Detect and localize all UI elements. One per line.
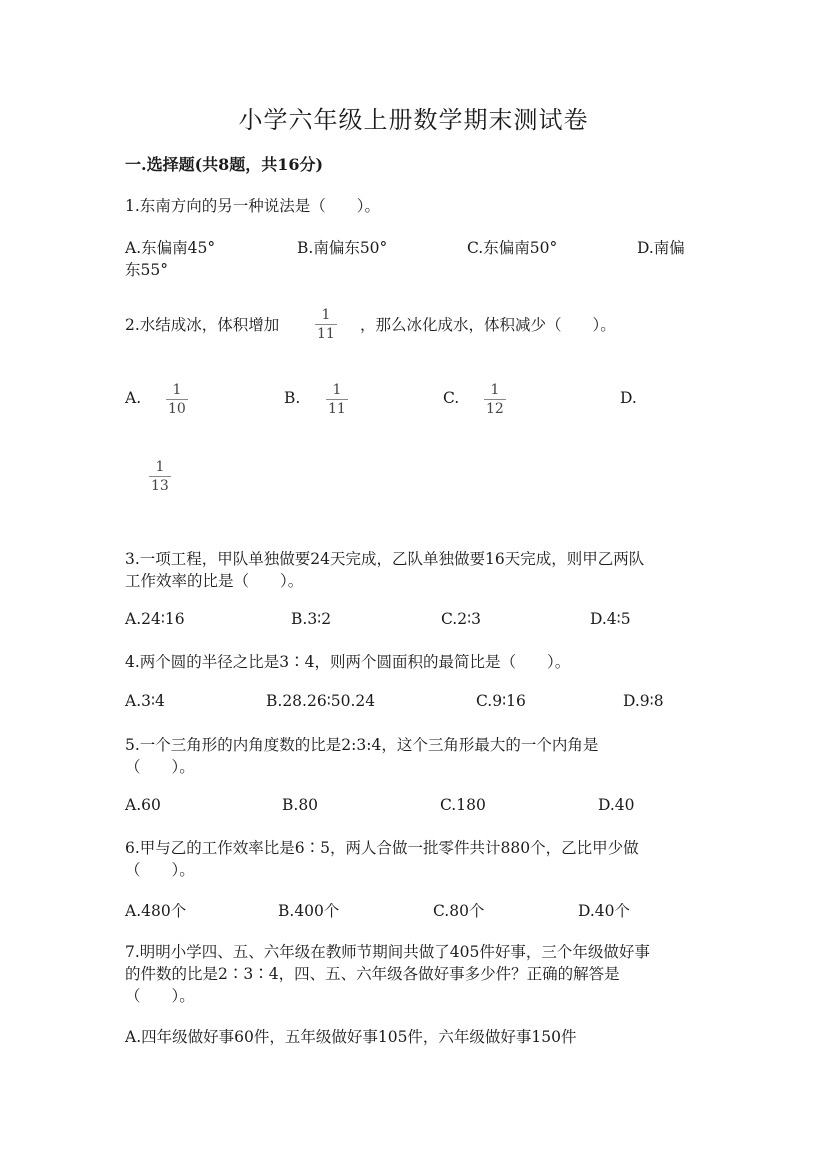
question-2-option-a-fraction: 1 10 (168, 382, 186, 417)
question-6-option-c: C.80个 (433, 902, 485, 920)
question-3-option-d: D.4∶5 (590, 610, 631, 628)
question-5-stem-line-2: （ ）。 (125, 758, 195, 776)
question-7-stem-line-2: 的件数的比是2∶3∶4，四、五、六年级各做好事多少件？正确的解答是 (125, 965, 620, 983)
question-2-option-b-fraction: 1 11 (328, 382, 346, 417)
question-2-stem-start: 2.水结成冰，体积增加 (125, 316, 280, 334)
question-1-option-d-wrap: 东55° (125, 261, 168, 279)
question-5-option-c: C.180 (440, 796, 486, 814)
question-5-stem-line-1: 5.一个三角形的内角度数的比是2:3:4，这个三角形最大的一个内角是 (125, 736, 599, 754)
question-3-option-a: A.24∶16 (125, 610, 185, 628)
question-2-option-b-label: B. (284, 389, 301, 407)
question-4-option-b: B.28.26∶50.24 (266, 692, 376, 710)
question-2-stem-end: ，那么冰化成水，体积减少（ ）。 (360, 316, 616, 334)
question-6-stem-line-2: （ ）。 (125, 861, 195, 879)
question-6-option-b: B.400个 (278, 902, 340, 920)
question-7-option-a: A.四年级做好事60件，五年级做好事105件，六年级做好事150件 (125, 1028, 577, 1046)
question-6-stem-line-1: 6.甲与乙的工作效率比是6∶5，两人合做一批零件共计880个，乙比甲少做 (125, 839, 639, 857)
question-4-option-c: C.9∶16 (476, 692, 526, 710)
question-2-option-a-label: A. (125, 389, 142, 407)
question-6-option-a: A.480个 (125, 902, 187, 920)
question-6-option-d: D.40个 (578, 902, 631, 920)
question-1-option-c: C.东偏南50° (467, 239, 558, 257)
question-2-option-c-fraction: 1 12 (486, 382, 504, 417)
section-heading: 一.选择题(共8题，共16分) (125, 155, 324, 174)
question-1-option-d: D.南偏 (637, 239, 685, 257)
question-2-option-d-fraction: 1 13 (151, 459, 169, 494)
question-5-option-d: D.40 (598, 796, 635, 814)
question-2-option-c-label: C. (443, 389, 460, 407)
question-3-option-c: C.2∶3 (441, 610, 481, 628)
question-2-option-d-label: D. (620, 389, 637, 407)
question-3-option-b: B.3∶2 (291, 610, 332, 628)
question-1-option-a: A.东偏南45° (125, 239, 216, 257)
question-3-stem-line-2: 工作效率的比是（ ）。 (125, 572, 304, 590)
question-4-stem: 4.两个圆的半径之比是3∶4，则两个圆面积的最简比是（ ）。 (125, 653, 571, 671)
question-4-option-a: A.3∶4 (125, 692, 165, 710)
question-3-stem-line-1: 3.一项工程，甲队单独做要24天完成，乙队单独做要16天完成，则甲乙两队 (125, 550, 645, 568)
question-1-option-b: B.南偏东50° (297, 239, 388, 257)
question-5-option-a: A.60 (125, 796, 161, 814)
question-7-stem-line-3: （ ）。 (125, 987, 195, 1005)
page-title: 小学六年级上册数学期末测试卷 (238, 106, 589, 134)
question-2-fraction: 1 11 (317, 307, 335, 342)
question-1-stem: 1.东南方向的另一种说法是（ ）。 (125, 197, 381, 215)
question-4-option-d: D.9∶8 (623, 692, 664, 710)
question-5-option-b: B.80 (282, 796, 319, 814)
question-7-stem-line-1: 7.明明小学四、五、六年级在教师节期间共做了405件好事，三个年级做好事 (125, 943, 650, 961)
